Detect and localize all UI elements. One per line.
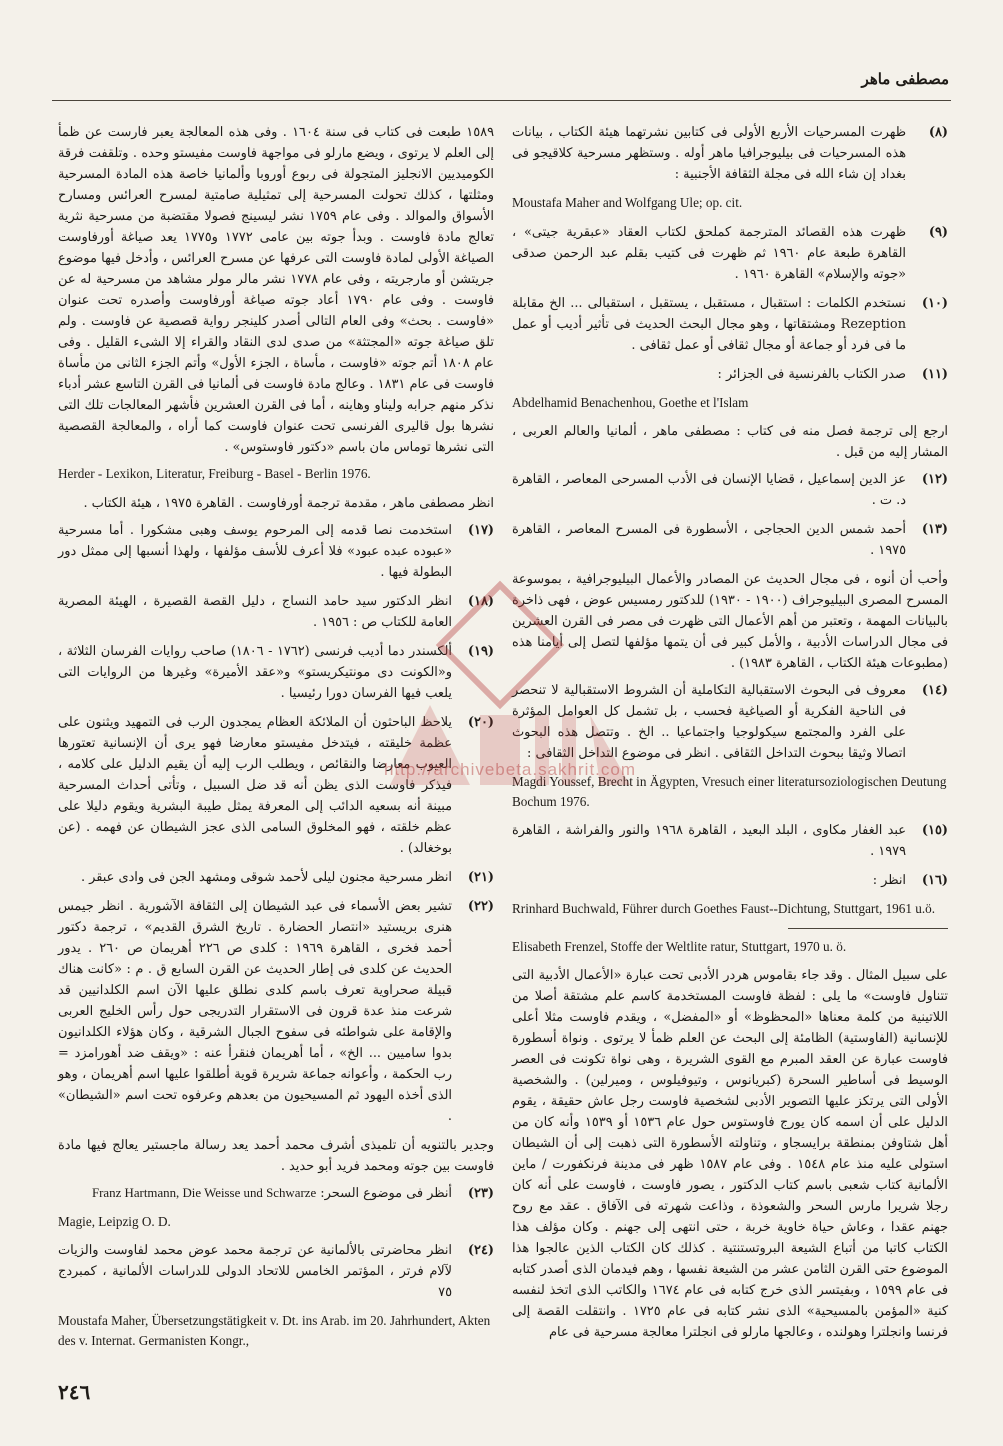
endnote-text: ظهرت المسرحيات الأربع الأولى فى كتابين نشرتهما هيئة الكتاب ، بيانات هذه المسرحيات فى بيليوجرافيا ماهر أوله . وستظهر مسرحية كلاقيجو فى بغداد إن شاء الله فى مجلة الثقافة الأجنبية : (512, 125, 906, 182)
endnote (512, 680, 948, 764)
page-number: ٢٤٦ (58, 1380, 91, 1404)
running-header-author: مصطفى ماهر (861, 70, 949, 88)
note-paragraph: ١٥٨٩ طبعت فى كتاب فى سنة ١٦٠٤ . وفى هذه المعالجة يعبر فارست عن ظمأ إلى العلم لا يرتوى ، ويضع مارلو فى مواجهة فاوست مفيستو وحده . وتلقفت فرقة الكوميديين الانجليز المتجولة فى ربوع أوروبا وألمانيا خاصة هذه المادة المسرحية ومثلتها ، كذلك تحولت المسرحية إلى تمثيلية صامتية لمسرح العرائس ومسارح الأسواق والموالد . وفى عام ١٧٥٩ نشر ليسينج فصولا مقتضبة من مسرحية نثرية تعالج مادة فاوست . وبدأ جوته بين عامى ١٧٧٢ و١٧٧٥ يعد صياغة أورفاوست الصياغة الأولى لمادة فاوست التى عرفها عن مسرح العرائس ، وأدخل فيها موضوع جريتشن أو مارجريته ، وفى عام ١٧٧٨ نشر مالر مولر مشاهد من مسرحية له عن فاوست . وفى عام ١٧٩٠ أعاد جوته صياغة أورفاوست وأصدره تحت عنوان «فاوست . بحث» وفى العام التالى أصدر كلينجر رواية قصصية عن فاوست . ولم تلق صياغة جوته «المجتثة» من صدى لدى النقاد والقراء إلا الشىء القليل . وفى عام ١٨٠٨ أتم جوته «فاوست ، مأساة ، الجزء الأول» وأتم الجزء الثانى من مأساة فاوست فى عام ١٨٣١ . وعالج مادة فاوست فى ألمانيا فى القرن التاسع عشر أدباء نذكر منهم جرابه وليناو وهاينه ، أما فى القرن العشرين فأشهر المعالجات تلك التى نشرها بول قاليرى الفرنسى تحت عنوان فاوست كما أراه ، والمعالجة القصصية التى نشرها توماس مان باسم «دكتور فاوستوس» . (58, 125, 495, 455)
endnote-number: (١٢) (921, 472, 948, 487)
latin-reference: Magdi Youssef, Brecht in Ägypten, Vresuch einer literatursoziologischen Deutung Bochum 1976. (512, 774, 947, 809)
endnote (512, 870, 948, 891)
endnote (512, 820, 948, 862)
endnote-text: أنظر فى موضوع السحر: (320, 1185, 452, 1201)
endnote-number: (٢١) (467, 869, 494, 885)
endnote (58, 641, 494, 704)
latin-reference: Moustafa Maher, Übersetzungstätigkeit v. Dt. ins Arab. im 20. Jahrhundert, Akten des v. Internat. Germanisten Kongr., (58, 1313, 491, 1348)
endnote-text: يلاحظ الباحثون أن الملائكة العظام يمجدون الرب فى التمهيد ويثنون على عظمة خليقته ، فيتدخل مفيستو معارضا فهو يرى أن الإنسانية تعتورها العيوب معارضا والنقائص ، ويطلب الرب إليه أن يقيم الدليل على كلامه ، فيذكر فاوست الذى يظن أنه قد ضل السبيل ، وتأتى أحداث المسرحية مبينة أنه بسعيه الدائب إلى المعرفة يمثل طيبة البشرية ويقوم دليلا على عظم خلقته ، فهو المخلوق السامى الذى عجز الشيطان عن فهمه . (عن بوخغالد) . (58, 714, 452, 856)
section-divider (788, 928, 948, 929)
endnote-text: انظر : (872, 873, 906, 888)
endnote-number: (١٦) (921, 873, 948, 888)
endnote-number: (١٩) (467, 643, 494, 659)
endnote-number: (١٣) (921, 522, 948, 537)
note-paragraph: ارجع إلى ترجمة فصل منه فى كتاب : مصطفى ماهر ، ألمانيا والعالم العربى ، المشار إليه من قبل . (512, 424, 948, 460)
latin-reference: Abdelhamid Benachenhou, Goethe et l'Islam (512, 394, 749, 410)
endnote-text: ظهرت هذه القصائد المترجمة كملحق لكتاب العقاد «عبقرية جيتى» ، القاهرة طبعة عام ١٩٦٠ ثم ظهرت فى كتيب بقلم عبد الرحمن صدقى «جوته والإسلام» القاهرة ١٩٦٠ . (512, 224, 907, 282)
endnote-number: (٢٣) (467, 1185, 494, 1201)
endnote-text: عبد الغفار مكاوى ، البلد البعيد ، القاهرة ١٩٦٨ والنور والفراشة ، القاهرة ١٩٧٩ . (512, 823, 907, 859)
endnote (58, 520, 494, 583)
latin-reference: Moustafa Maher and Wolfgang Ule; op. cit. (512, 195, 743, 210)
endnote-text: انظر محاضرتى بالألمانية عن ترجمة محمد عوض محمد لفاوست والزيات لآلام فرتر ، المؤتمر الخامس للاتحاد الدولى للدراسات الألمانية ، كمبردج ٧٥ (58, 1243, 452, 1300)
endnote (512, 122, 948, 185)
latin-reference: Herder - Lexikon, Literatur, Freiburg - Basel - Berlin 1976. (58, 466, 371, 481)
endnote-text: أحمد شمس الدين الحجاجى ، الأسطورة فى المسرح المعاصر ، القاهرة ١٩٧٥ . (512, 522, 906, 558)
endnote-number: (٨) (928, 125, 948, 140)
endnote (58, 712, 494, 859)
latin-reference: Magie, Leipzig O. D. (58, 1213, 171, 1229)
note-paragraph: على سبيل المثال . وقد جاء بقاموس هردر الأدبى تحت عبارة «الأعمال الأدبية التى تتناول فاوست» ما يلى : لفظة فاوست المستخدمة كاسم علم مشتقة أصلا من اللاتينية من كلمة معناها «المحظوظ» أو «المفضل» ، ويقدم فاوست مثلا أعلى للإنسانية (الفاوستية) الظامئة إلى البحث عن العلم ظمأ لا يرتوى . ونواة أسطورة فاوست عبارة عن العقد المبرم مع القوى الشريرة ، وهى نواة تكونت فى العصر الوسيط فى أساطير السحرة (كبريانوس ، وتيوفيلوس ، وميرلين) . والشخصية الأولى التى يرتكز عليها التصوير الأدبى لشخصية فاوست رجل عاش حقيقة ، يقوم الدليل على أن اسمه كان يورج فاوستوس حول عام ١٥٣٦ أو ١٥٣٩ وأنه كان من أهل شتاوفن بمنطقة برايسجاو ، وتناولته الأسطورة التى ذهبت إلى أن الشيطان استولى عليه منذ عام ١٥٤٨ . وفى عام ١٥٨٧ ظهر فى مدينة فرنكفورت / ماين الألمانية كتاب شعبى باسم كتاب الدكتور ، يصور فاوست ، فاوست على أنه كان رجلا شريرا مارس السحر والشعوذة ، وذاعت شهرته فى الآفاق . عقد مع روح جهنم عقدا ، وعاش حياة خاوية خربة ، حتى انتهى إلى جهنم . وكان مؤلف هذا الكتاب كاتبا من أتباع الشيعة البروتستنتية . كذلك كان الكتاب الذين عالجوا هذا الموضوع حتى القرن الثامن عشر من الشيعة نفسها ، وهم فيدمان الذى أصدر كتابه فى عام ١٥٩٩ ، وبفيتسر الذى خرج كتابه فى عام ١٦٧٤ والكاتب الذى اتخذ لنفسه كنية «المؤمن بالمسيحية» الذى نشر كتابه فى عام ١٧٢٥ . وانتقلت القصة إلى فرنسا وانجلترا وهولنده ، وعالجها مارلو فى انجلترا معالجة مسرحية فى عام (512, 968, 949, 1340)
endnote (58, 1240, 494, 1303)
endnote-number: (١٧) (467, 522, 494, 538)
endnote (512, 293, 948, 356)
endnote-number: (١٠) (921, 295, 948, 311)
endnote (512, 222, 948, 285)
endnote-number: (١٤) (921, 683, 948, 698)
endnote-number: (١١) (921, 366, 948, 382)
latin-reference: Rrinhard Buchwald, Führer durch Goethes Faust--Dichtung, Stuttgart, 1961 u.ö. (512, 901, 936, 916)
latin-reference: Elisabeth Frenzel, Stoffe der Weltlite ratur, Stuttgart, 1970 u. ö. (512, 938, 847, 954)
endnote-latin-reference: Franz Hartmann, Die Weisse und Schwarze (91, 1185, 317, 1200)
left-notes-column (58, 122, 494, 1359)
endnote-text: نستخدم الكلمات : استقبال ، مستقبل ، يستقبل ، استقبالى ... الخ مقابلة Rezeption ومشتقاتها ، وهو مجال البحث الحديث فى تأثير أديب أو عمل ما فى فرد أو جماعة أو مجال ثقافى أو عمل ثقافى . (512, 295, 906, 353)
endnote (58, 896, 494, 1127)
note-paragraph: وجدير بالتنويه أن تلميذى أشرف محمد أحمد يعد رسالة ماجستير يعالج فيها مادة فاوست بين جوته ومحمد فريد أبو حديد . (58, 1137, 494, 1174)
endnote (58, 591, 494, 633)
endnote-number: (١٥) (921, 823, 948, 838)
endnote-text: عز الدين إسماعيل ، قضايا الإنسان فى الأدب المسرحى المعاصر ، القاهرة د. ت . (512, 472, 906, 508)
endnote-text: ألكسندر دما أديب فرنسى (١٧٦٢ - ١٨٠٦) صاحب روايات الفرسان الثلاثة ، و«الكونت دى مونتيكريستو» و«عقد الأميرة» وغيرها من الروايات التى يلعب فيها الفرسان دورا رئيسيا . (58, 643, 452, 701)
endnote-number: (٢٢) (467, 898, 494, 914)
endnote-number: (١٨) (467, 593, 494, 609)
endnote-number: (٢٠) (467, 714, 494, 730)
endnote-text: استخدمت نصا قدمه إلى المرحوم يوسف وهبى مشكورا . أما مسرحية «عبوده عبده عبود» فلا أعرف للأسف مؤلفها ، ولهذا أنسبها إلى ممثل دور البطولة فيها . (58, 522, 452, 580)
endnote (512, 469, 948, 511)
right-notes-column (512, 122, 948, 1349)
note-paragraph: انظر مصطفى ماهر ، مقدمة ترجمة أورفاوست . القاهرة ١٩٧٥ ، هيئة الكتاب . (83, 495, 494, 511)
endnote-text: صدر الكتاب بالفرنسية فى الجزائر : (717, 366, 906, 382)
endnote (58, 1183, 494, 1204)
watermark-url: http://archivebeta.sakhrit.com (383, 760, 637, 779)
endnote-text: تشير بعض الأسماء فى عبد الشيطان إلى الثقافة الآشورية . انظر جيمس هنرى بريستيد «انتصار الحضارة . تاريخ الشرق القديم» ، ترجمة دكتور أحمد فخرى ، القاهرة ١٩٦٩ : كلدى ص ٢٢٦ أهريمان ص ٢٦٠ . يدور الحديث عن كلدى فى إطار الحديث عن القرن السابع ق . م : «كانت هناك قبيلة صحراوية تعرف باسم كلدى نطلق عليها الآن اسم الكلدانيين قد شرعت منذ عدة قرون فى الاستقرار التدريجى حول رأس الخليج العربى والإقامة على شواطئه فى سفوح الجبال الشرقية ، وكان هؤلاء الكلدانيون بدوا ساميين ... الخ» ، أما أهريمان فنقرأ عنه : «ويقف ضد أهورامزد = رب الحكمة ، وأعوانه جماعة شريرة قوية أطلقوا عليها اسم أهريمان ، وهو الذى أخذه اليهود ثم المسيحيون من بعدهم وعرفوه تحت اسم «الشيطان» . (58, 898, 452, 1124)
endnote (512, 364, 948, 385)
endnote-text: انظر مسرحية مجنون ليلى لأحمد شوقى ومشهد الجن فى وادى عبقر . (80, 869, 452, 885)
header-rule (52, 100, 951, 101)
endnote-number: (٩) (928, 224, 948, 240)
endnote-text: معروف فى البحوث الاستقبالية التكاملية أن الشروط الاستقبالية لا تنحصر فى الناحية الفكرية أو الصياغية فحسب ، بل تشمل كل العوامل المؤثرة على الفرد والمجتمع سيكولوجيا واجتماعيا .. الخ . وتتصل هذه البحوث اتصالا وثيقا ببحوث التداخل الثقافى . انظر فى موضوع التداخل الثقافى : (512, 683, 906, 761)
endnote (512, 519, 948, 561)
endnote-number: (٢٤) (467, 1243, 494, 1258)
note-paragraph: وأحب أن أنوه ، فى مجال الحديث عن المصادر والأعمال البيليوجرافية ، بموسوعة المسرح المصرى البيليوجراف (١٩٠٠ - ١٩٣٠) للدكتور رمسيس عوض ، فهى ذاخرة بالبيانات المهمة ، وتعتبر من أهم الأعمال التى ظهرت فى مصر فى القرن العشرين فى مجال الدراسات الأدبية ، والأمل كبير فى أن يتمها مؤلفها لتصل إلى أيامنا هذه (مطبوعات هيئة الكتاب ، القاهرة ١٩٨٣) . (512, 572, 948, 671)
endnote (58, 867, 494, 888)
endnote-text: انظر الدكتور سيد حامد النساج ، دليل القصة القصيرة ، الهيئة المصرية العامة للكتاب ص : ١٩٥٦ . (58, 593, 452, 630)
